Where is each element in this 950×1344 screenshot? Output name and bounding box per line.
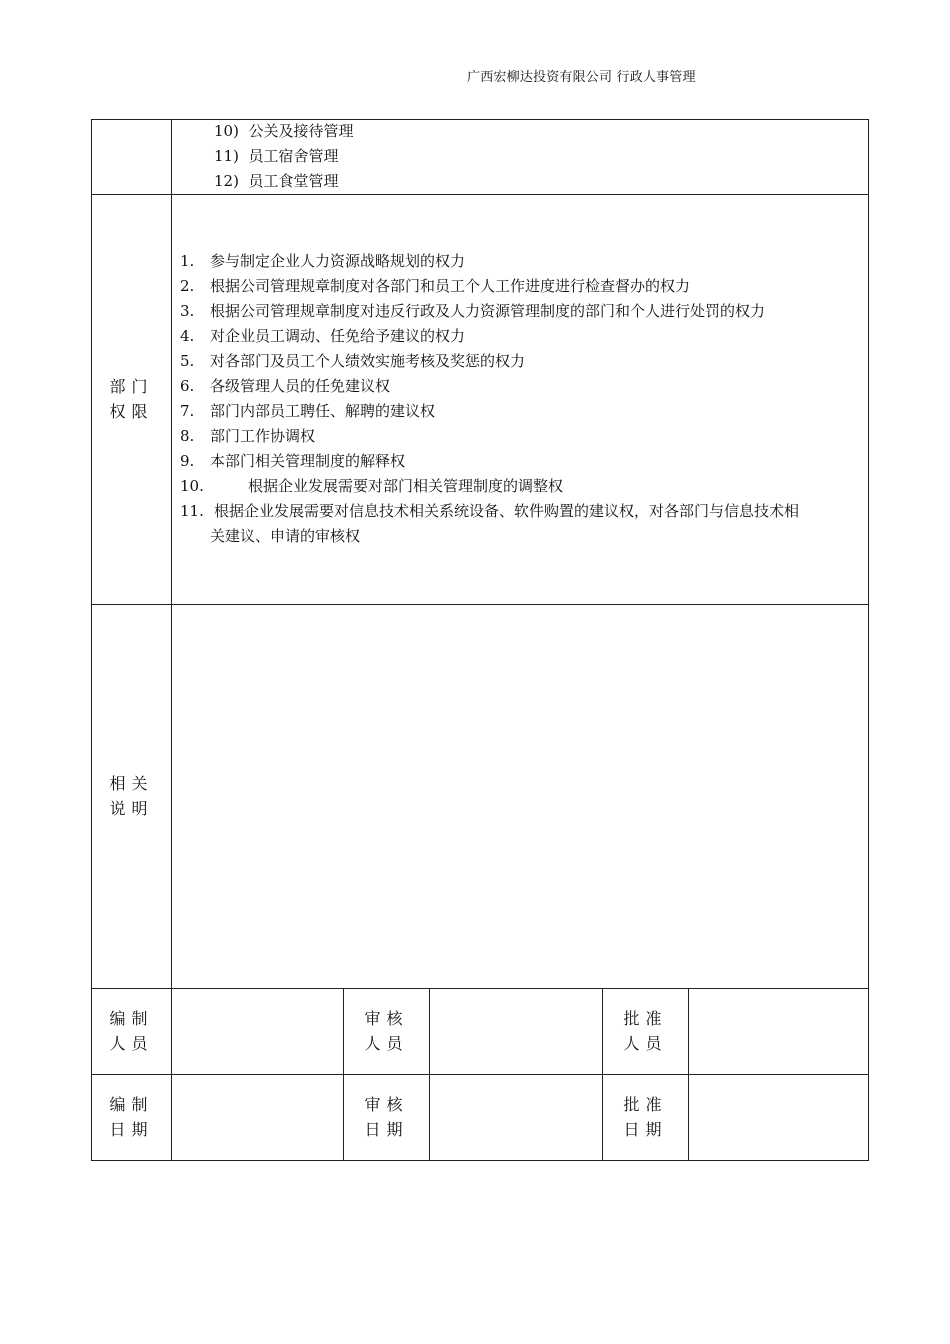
review-person-label: 审核 人员 <box>364 1009 409 1053</box>
compile-person-field[interactable] <box>172 989 343 1074</box>
approve-date-label: 批准 日期 <box>623 1095 668 1139</box>
list-item: 11. 根据企业发展需要对信息技术相关系统设备、软件购置的建议权，对各部门与信息技术相 <box>180 502 800 520</box>
compile-date-label: 编制 日期 <box>109 1095 154 1139</box>
compile-person-label: 编制 人员 <box>109 1009 154 1053</box>
approve-date-field[interactable] <box>689 1075 868 1160</box>
list-item: 4. 对企业员工调动、任免给予建议的权力 <box>180 327 466 345</box>
compile-date-field[interactable] <box>172 1075 343 1160</box>
list-item: 10. 根据企业发展需要对部门相关管理制度的调整权 <box>180 477 564 495</box>
authority-label: 部门 权限 <box>109 377 154 421</box>
list-item: 12) 员工食堂管理 <box>214 172 339 190</box>
list-item: 3. 根据公司管理规章制度对违反行政及人力资源管理制度的部门和个人进行处罚的权力 <box>180 302 766 320</box>
document-header: 广西宏柳达投资有限公司 行政人事管理 <box>467 70 696 85</box>
review-date-field[interactable] <box>430 1075 602 1160</box>
approve-person-field[interactable] <box>689 989 868 1074</box>
review-date-label: 审核 日期 <box>364 1095 409 1139</box>
review-person-field[interactable] <box>430 989 602 1074</box>
list-item: 6. 各级管理人员的任免建议权 <box>180 377 391 395</box>
list-item: 10) 公关及接待管理 <box>214 122 354 140</box>
list-item: 2. 根据公司管理规章制度对各部门和员工个人工作进度进行检查督办的权力 <box>180 277 691 295</box>
list-item: 1. 参与制定企业人力资源战略规划的权力 <box>180 252 466 270</box>
approve-person-label: 批准 人员 <box>623 1009 668 1053</box>
list-item: 7. 部门内部员工聘任、解聘的建议权 <box>180 402 436 420</box>
list-item-continuation: 关建议、申请的审核权 <box>210 527 361 545</box>
list-item: 5. 对各部门及员工个人绩效实施考核及奖惩的权力 <box>180 352 526 370</box>
list-item: 9. 本部门相关管理制度的解释权 <box>180 452 406 470</box>
list-item: 11) 员工宿舍管理 <box>214 147 339 165</box>
notes-content <box>172 605 868 988</box>
notes-label: 相关 说明 <box>109 774 154 818</box>
list-item: 8. 部门工作协调权 <box>180 427 316 445</box>
